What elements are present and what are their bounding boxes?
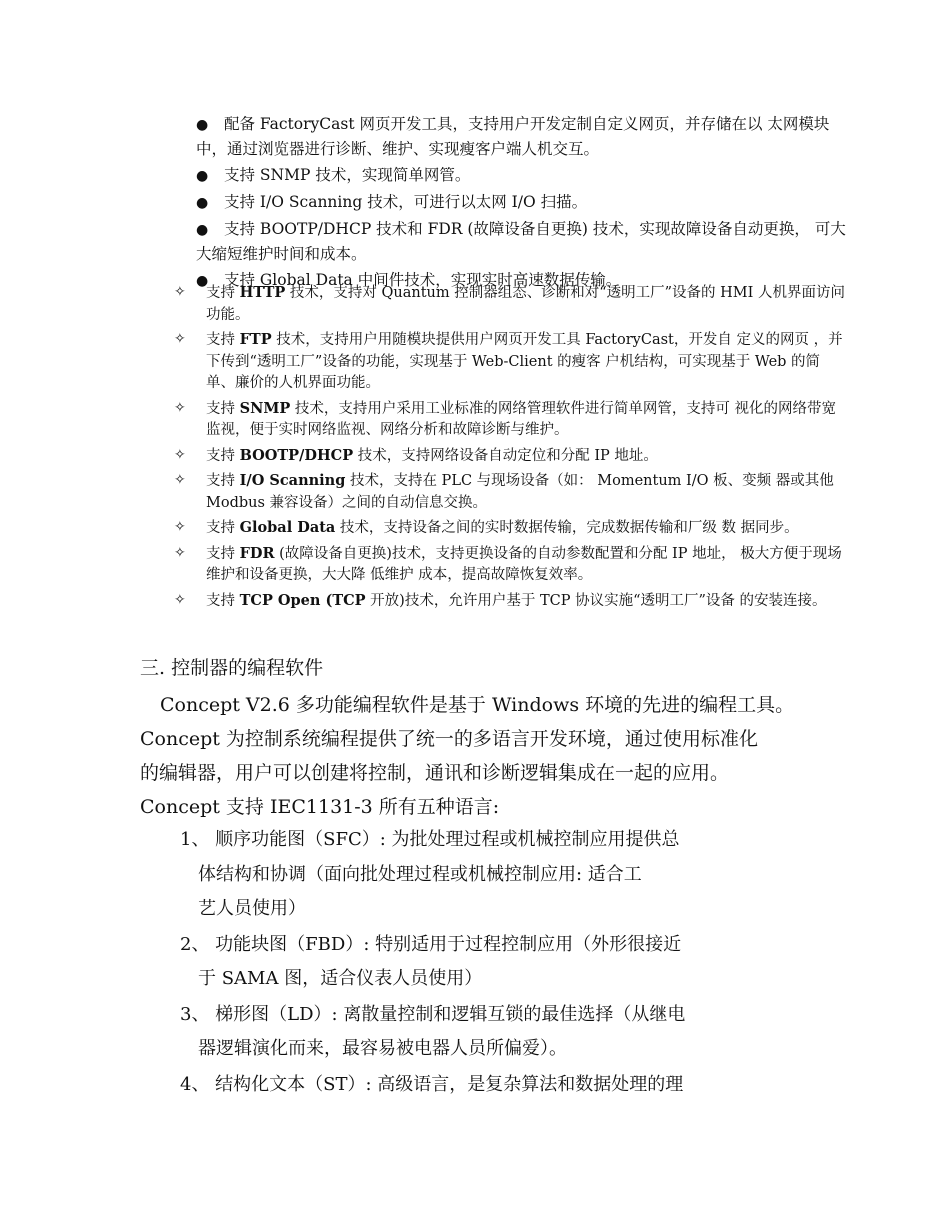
numbered-item-line: 器逻辑演化而来，最容易被电器人员所偏爱）。: [198, 1038, 567, 1059]
body-line: Concept 支持 IEC1131-3 所有五种语言:: [140, 796, 500, 818]
bullet-dot-icon: ●: [196, 195, 209, 211]
diamond-item: ✧ 支持 I/O Scanning 技术，支持在 PLC 与现场设备（如： Momentum I/O 板、变频 器或其他 Modbus 兼容设备）之间的自动信息交换。: [174, 472, 834, 511]
numbered-item: [180, 928, 800, 997]
body-line: Concept 为控制系统编程提供了统一的多语言开发环境，通过使用标准化: [140, 728, 758, 750]
diamond-bullet-icon: ✧: [174, 399, 186, 416]
diamond-item: ✧ 支持 HTTP 技术，支持对 Quantum 控制器组态、诊断和对“透明工厂”设备的 HMI 人机界面访问功能。: [174, 284, 845, 323]
numbered-item-line: 1、 顺序功能图（SFC）: 为批处理过程或机械控制应用提供总: [180, 829, 680, 850]
diamond-item: ✧ 支持 Global Data 技术，支持设备之间的实时数据传输，完成数据传输和厂级 数 据同步。: [170, 517, 846, 540]
diamond-bullet-icon: ✧: [174, 591, 186, 608]
bullet-dot-icon: ●: [196, 222, 209, 238]
numbered-item-line: 体结构和协调（面向批处理过程或机械控制应用: 适合工: [198, 863, 642, 885]
diamond-item: ✧ 支持 BOOTP/DHCP 技术，支持网络设备自动定位和分配 IP 地址。: [170, 445, 846, 468]
numbered-item-line: 3、 梯形图（LD）: 离散量控制和逻辑互锁的最佳选择（从继电: [180, 1003, 686, 1025]
body-line: Concept V2.6 多功能编程软件是基于 Windows 环境的先进的编程工具。: [160, 694, 795, 716]
bullet-item: ● 支持 SNMP 技术，实现简单网管。: [196, 163, 846, 188]
bullet-item: ● 配备 FactoryCast 网页开发工具，支持用户开发定制自定义网页，并存储在以 太网模块中，通过浏览器进行诊断、维护、实现瘦客户端人机交互。: [196, 115, 830, 158]
numbered-item: [180, 998, 800, 1067]
diamond-item: ✧ 支持 FTP 技术，支持用户用随模块提供用户网页开发工具 FactoryCast，开发自 定义的网页 ，并下传到“透明工厂”设备的功能，实现基于 Web-Client 的瘦客 户机结构，可实现基于 Web 的简单、廉价的人机界面功能。: [174, 331, 843, 391]
diamond-bullet-icon: ✧: [174, 284, 186, 300]
diamond-item: ✧ 支持 FDR (故障设备自更换)技术，支持更换设备的自动参数配置和分配 IP 地址， 极大方便于现场维护和设备更换，大大降 低维护 成本，提高故障恢复效率。: [174, 544, 842, 583]
numbered-item-line: 艺人员使用）: [198, 898, 306, 919]
body-paragraph: [140, 688, 840, 824]
diamond-bullet-icon: ✧: [174, 331, 186, 347]
diamond-bullet-icon: ✧: [174, 544, 186, 561]
bullet-dot-icon: ●: [196, 168, 209, 184]
numbered-item-line: 于 SAMA 图，适合仪表人员使用）: [198, 968, 483, 989]
section-heading: 三. 控制器的编程软件: [140, 657, 324, 679]
body-line: 的编辑器，用户可以创建将控制，通讯和诊断逻辑集成在一起的应用。: [140, 762, 730, 784]
bullet-item: ● 支持 Global Data 中间件技术，实现实时高速数据传输。: [196, 268, 846, 293]
diamond-item: ✧ 支持 TCP Open (TCP 开放)技术，允许用户基于 TCP 协议实施“透明工厂”设备 的安装连接。: [170, 590, 846, 613]
numbered-item: [180, 823, 800, 927]
diamond-bullet-icon: ✧: [174, 446, 186, 463]
numbered-item-line: 2、 功能块图（FBD）: 特别适用于过程控制应用（外形很接近: [180, 933, 682, 955]
bullet-item: ● 支持 I/O Scanning 技术，可进行以太网 I/O 扫描。: [196, 190, 846, 215]
diamond-bullet-icon: ✧: [174, 472, 186, 488]
diamond-bullet-icon: ✧: [174, 519, 186, 535]
bullet-list: [196, 112, 846, 295]
bullet-dot-icon: ●: [196, 273, 209, 289]
bullet-dot-icon: ●: [196, 117, 209, 133]
numbered-item-line: 4、 结构化文本（ST）: 高级语言，是复杂算法和数据处理的理: [180, 1073, 684, 1095]
diamond-item: ✧ 支持 SNMP 技术，支持用户采用工业标准的网络管理软件进行简单网管，支持可 视化的网络带宽监视，便于实时网络监视、网络分析和故障诊断与维护。: [174, 399, 837, 438]
bullet-item: ● 支持 BOOTP/DHCP 技术和 FDR (故障设备自更换) 技术，实现故障设备自动更换， 可大大缩短维护时间和成本。: [196, 220, 846, 263]
diamond-list: [170, 282, 846, 615]
numbered-item: [180, 1068, 800, 1103]
numbered-list: [180, 823, 800, 1103]
